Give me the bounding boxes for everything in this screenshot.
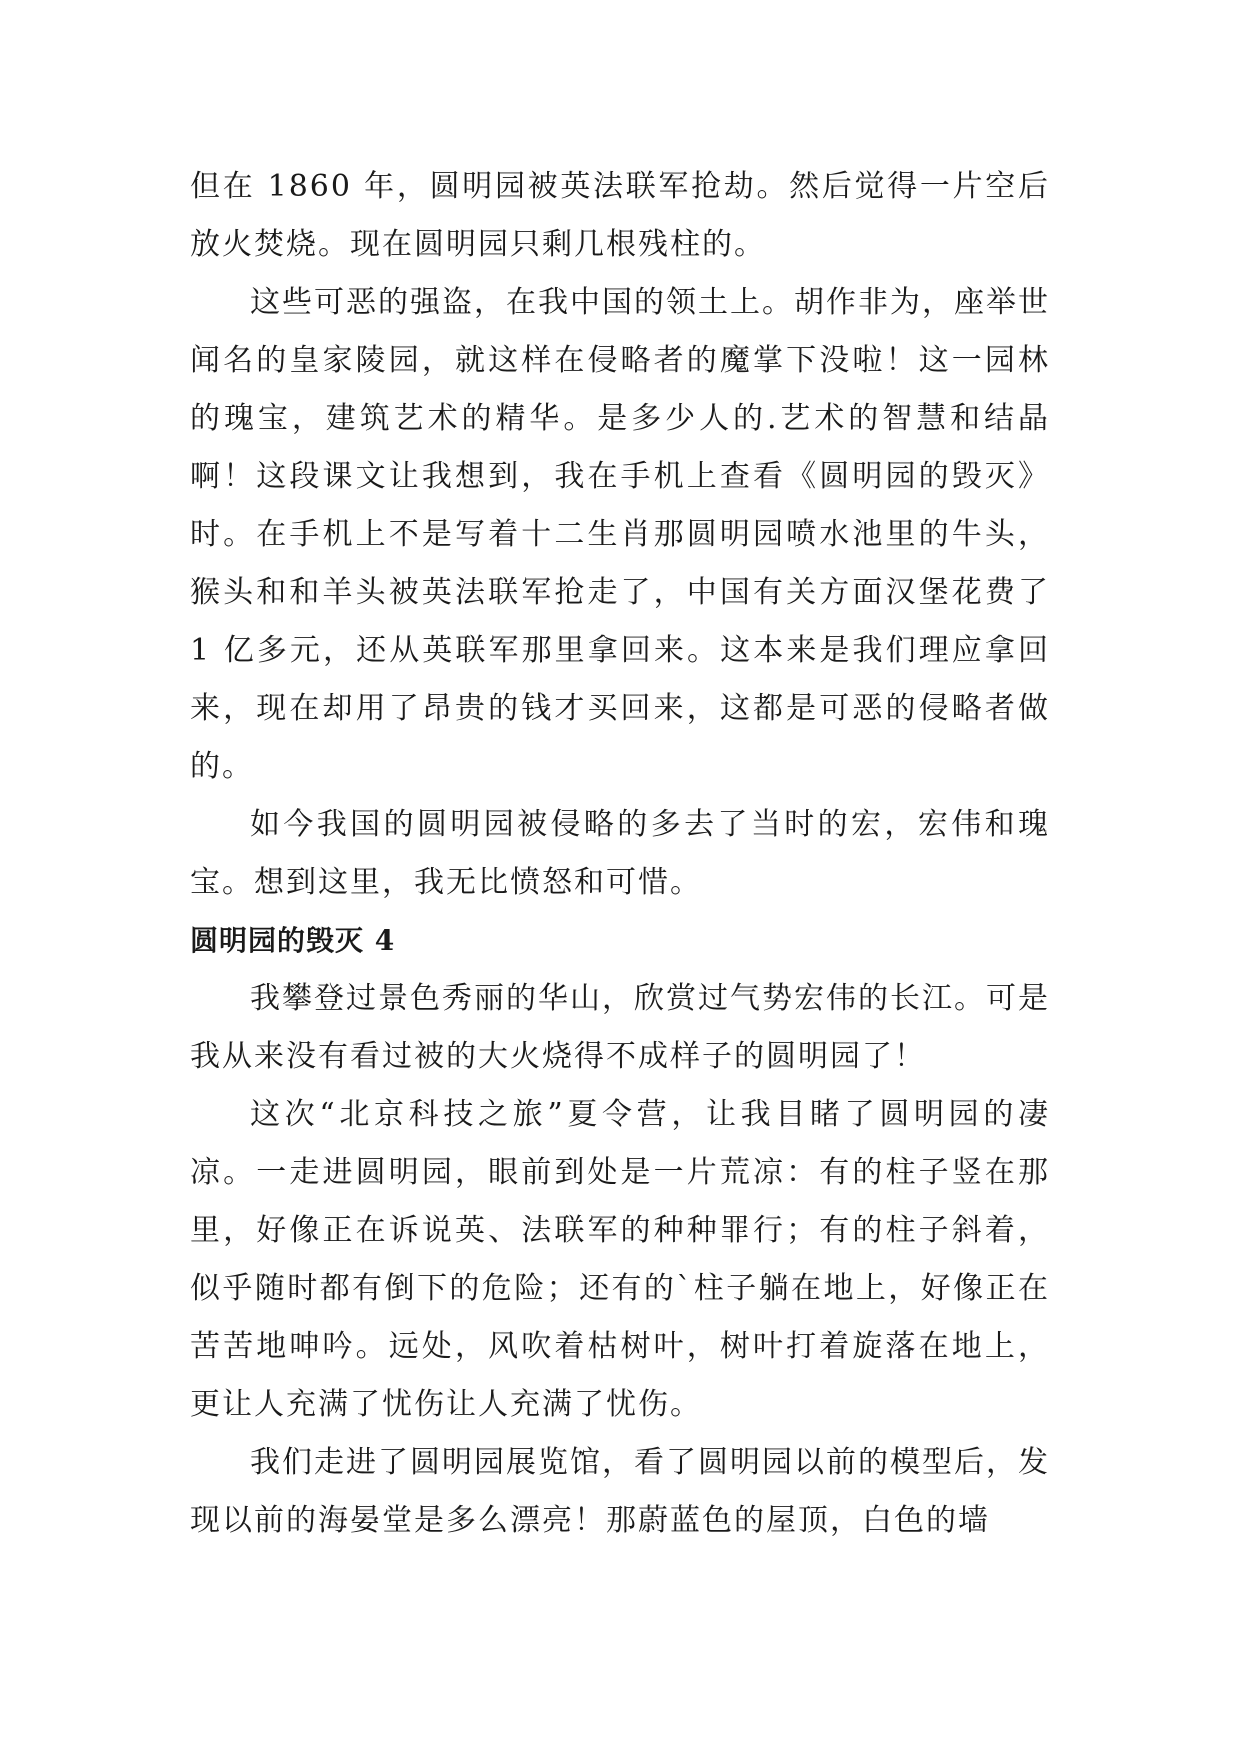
section-paragraph-1: 我攀登过景色秀丽的华山，欣赏过气势宏伟的长江。可是我从来没有看过被的大火烧得不成样子的圆明园了！ [190,981,1050,1074]
document-body [190,158,1050,1550]
section-paragraph-2: 这次“北京科技之旅”夏令营，让我目睹了圆明园的凄凉。一走进圆明园，眼前到处是一片荒凉：有的柱子竖在那里，好像正在诉说英、法联军的种种罪行；有的柱子斜着，似乎随时都有倒下的危险；还有的`柱子躺在地上，好像正在苦苦地呻吟。远处，风吹着枯树叶，树叶打着旋落在地上，更让人充满了忧伤让人充满了忧伤。 [190,1097,1050,1422]
section-paragraph-3: 我们走进了圆明园展览馆，看了圆明园以前的模型后，发现以前的海晏堂是多么漂亮！那蔚蓝色的屋顶，白色的墙 [190,1445,1050,1538]
paragraph-3: 如今我国的圆明园被侵略的多去了当时的宏，宏伟和瑰宝。想到这里，我无比愤怒和可惜。 [190,807,1050,900]
paragraph-1: 但在 1860 年，圆明园被英法联军抢劫。然后觉得一片空后放火焚烧。现在圆明园只剩几根残柱的。 [190,169,1050,262]
section-title: 圆明园的毁灭 4 [190,924,396,957]
paragraph-2: 这些可恶的强盗，在我中国的领土上。胡作非为，座举世闻名的皇家陵园，就这样在侵略者的魔掌下没啦！这一园林的瑰宝，建筑艺术的精华。是多少人的.艺术的智慧和结晶啊！这段课文让我想到，我在手机上查看《圆明园的毁灭》时。在手机上不是写着十二生肖那圆明园喷水池里的牛头，猴头和和羊头被英法联军抢走了，中国有关方面汉堡花费了 1 亿多元，还从英联军那里拿回来。这本来是我们理应拿回来，现在却用了昂贵的钱才买回来，这都是可恶的侵略者做的。 [190,285,1050,784]
